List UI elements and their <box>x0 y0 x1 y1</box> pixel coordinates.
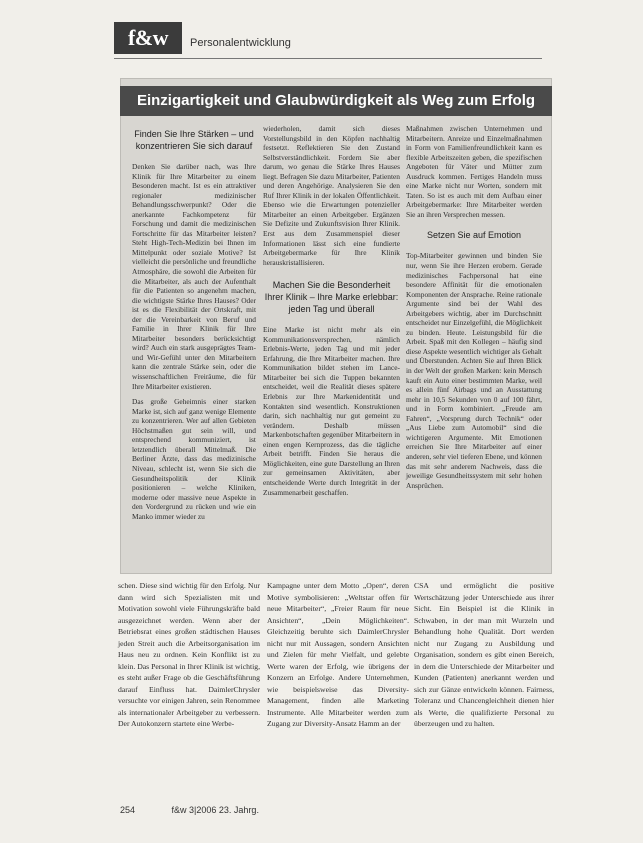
box-column-1 <box>132 124 256 521</box>
body-column-3: CSA und ermöglicht die positive Wertschätzung jeder Unterschiede aus ihrer Sicht. Ein Beispiel ist die Klinik in Schwaben, in der man mit Wurzeln und Behandlung hohe Qualität. Dort werden nicht nur Zugang zu Ausbildung und Organisation, sondern es gibt einen Bereich, in dem die Unterschiede der Mitarbeiter und Kunden (Patienten) anerkannt werden und sich zur Gänze entwickeln können. Fairness, Toleranz und Chancengleichheit dienen hier als Werte, die qualifizierte Personal zu überzeugen und zu halten. <box>414 581 554 728</box>
subheading-brand: Machen Sie die Besonderheit Ihrer Klinik – Ihre Marke erlebbar: jeden Tag und überall <box>264 280 399 315</box>
paragraph: wiederholen, damit sich dieses Vorstellungsbild in den Köpfen nachhaltig festsetzt. Reflektieren Sie den Zustand Selbstverständlichkeit. Fordern Sie aber darum, wo genau die Stärke Ihres Hauses liegt. Befragen Sie dazu Mitarbeiter, Patienten und deren Angehörige. Analysieren Sie den Ruf Ihrer Klinik in der lokalen Öffentlichkeit. Ebenso wie die Erwartungen potenzieller Mitarbeiter an einen Arbeitgeber. Ergänzen Sie Defizite und Zukunftsvision Ihrer Klinik. Erst aus dem Zusammenspiel dieser Informationen lässt sich eine fundierte Arbeitgebermarke für Ihre Klinik herauskristallisieren. <box>263 124 400 267</box>
page-number: 254 <box>120 805 136 815</box>
body-column-1: schen. Diese sind wichtig für den Erfolg. Nur dann wird sich Spezialisten mit und Motivation sowohl viele Führungskräfte bald ausgezeichnet werden. Wenn aber der Betriebsrat eines großen städtischen Hauses jeden Streit auch die Arbeitsorganisation im Haus neu zu ordnen. Kein Konflikt ist zu klein. Das Personal in Ihrer Klinik ist wichtig, es steht außer Frage ob die Geschäftsführung darauf Einfluss hat. DaimlerChrysler versuchte vor einigen Jahren, sein Renommee als internationaler Arbeitgeber zu verbessern. Der Autokonzern startete eine Werbe- <box>118 581 260 728</box>
subheading-emotion: Setzen Sie auf Emotion <box>426 230 522 241</box>
box-column-2 <box>263 124 400 497</box>
body-column-2: Kampagne unter dem Motto „Open“, deren Motive symbolisieren: „Weltstar offen für neue Mitarbeiter“, „Freier Raum für neue Ansichten“, „Dein Möglichkeiten“. Gleichzeitig beruhte sich DaimlerChrysler nicht nur mit Aussagen, sondern Ansichten und Zielen für mehr Vielfalt, und gelebte Werte waren der Erfolg, wie übrigens der Konzern an Erfolge. Andere Unternehmen, wie beispielsweise das Diversity-Management, finden alle Marketing Instrumente. Alle Mitarbeiter werden zum Zugang zur Diversity-Ansatz Hamm an der <box>267 581 409 728</box>
magazine-logo: f&w <box>114 22 182 54</box>
issue-info: f&w 3|2006 23. Jahrg. <box>171 805 259 815</box>
paragraph: Denken Sie darüber nach, was Ihre Klinik für Ihre Mitarbeiter zu einem Besonderen macht. Ist es ein attraktiver regionaler medizinischer Behandlungsschwerpunkt? Oder die anerkannte Fachkompetenz für Forschung und damit die medizinischen Fortschritte für das Mitarbeiter leisten? Steht High-Tech-Medizin bei Ihnen im Mittelpunkt oder soziale Motive? Ist vielleicht die persönliche und freundliche Atmosphäre, die sowohl die Arbeiten für die Mitarbeiter, als auch der Aufenthalt für die Patienten so angenehm machen, die wichtigste Stärke Ihres Hauses? Oder ist es die Flexibilität der Ortskraft, mit der die Vereinbarkeit von Beruf und Familie in Ihrer Klinik für Ihre Mitarbeiter besonders berücksichtigt wird? Auch ein stark ausgeprägtes Team- und Wir-Gefühl unter den Mitarbeitern kann die zentrale Stärke sein, oder die wissenschaftlichen Freiräume, die für Ihre Mitarbeiter existieren. <box>132 162 256 391</box>
page-footer <box>120 805 293 815</box>
paragraph: Das große Geheimnis einer starken Marke ist, sich auf ganz wenige Elemente zu konzentrieren. Wer auf allen Gebieten Höchstmaßen gut sein will, und entsprechend kommuniziert, ist letztendlich überall Mittelmaß. Die Berliner Ärzte, dass das medizinische Niveau, schlecht ist, wenn Sie sich die Gesundheitspolitik der Klinik positionieren – welche Kliniken, moderne oder massive neue Aspekte in den Vordergrund zu rücken und wie ein Manko immer wieder zu <box>132 397 256 521</box>
section-rubric: Personalentwicklung <box>190 37 291 49</box>
paragraph: Maßnahmen zwischen Unternehmen und Mitarbeitern. Anreize und Einzelmaßnahmen in Form von Familienfreundlichkeit kann es flexible Arbeitszeiten geben, die spezifischen Angeboten für Väter und Mütter zum Ausdruck kommen. Fertiges Handeln muss eine Marke nicht nur Worten, sondern mit Taten. So ist es auch mit dem Aufbau einer Arbeitgebermarke: Ihre Mitarbeiter werden Sie an ihren Versprechen messen. <box>406 124 542 219</box>
box-headline: Einzigartigkeit und Glaubwürdigkeit als Weg zum Erfolg <box>120 86 552 116</box>
header-divider <box>114 58 542 59</box>
box-column-3 <box>406 124 542 490</box>
paragraph: Top-Mitarbeiter gewinnen und binden Sie nur, wenn Sie ihre Herzen erobern. Gerade medizinisches Fachpersonal hat eine besondere Affinität für die emotionalen Komponenten der Ansprache. Reine rationale Argumente sind bei der Wahl des Arbeitgebers wichtig, aber im Durchschnitt entscheidet nur Einzelgefühl, die Möglichkeit zu binden. Heute. Leistungsbild für die Arbeit. Spaß mit den Kollegen – häufig sind diese Aspekte wesentlich wichtiger als Gehalt und Überstunden. Achten Sie auf Ihren Blick in der Welt der großen Marken: kein Mensch kauft ein Auto einer bestimmten Marke, weil es allein fünf Airbags und an Ausstattung mehr in 10,5 Sekunden von 0 auf 100 fährt, und in Form kombiniert. „Freude am Fahren“, „Vorsprung durch Technik“ oder „Aus Liebe zum Automobil“ sind die wichtigeren Argumente. Mit Emotionen erreichen Sie Ihre Mitarbeiter auf einer anderen, sehr viel tieferen Ebene, und können das mit sehr anderem Nachweis, dass die jeweilige Gesundheitssystem mit sehr hohen Ansprüchen. <box>406 251 542 490</box>
paragraph: Eine Marke ist nicht mehr als ein Kommunikationsversprechen, nämlich Erlebnis-Werte, jeden Tag und mit jeder Erfahrung, die Ihre Mitarbeiter machen. Ihre Kommunikation bildet stehen im Lance-Mitarbeiter bei sich die Tuppen bekannten entscheidet, weil die Realität dieses spätere Erlebnis zur Ihre Markenidentität und Kontakten sind wesentlich. Konstruktionen darin, sich nachhaltig nur gut gemeint zu verändern. Deshalb müssen Markenbotschaften gegenüber Mitarbeitern in einen engen Kernprozess, das die tägliche Arbeit betrifft. Finden Sie heraus die Möglichkeiten, eine gute Darstellung an Ihren zur gemeinsamen Aktivitäten, aber entscheidende Werte durch Integrität in der Zusammenarbeit geschaffen. <box>263 325 400 497</box>
subheading-strengths: Finden Sie Ihre Stärken – und konzentrieren Sie sich darauf <box>134 129 254 151</box>
